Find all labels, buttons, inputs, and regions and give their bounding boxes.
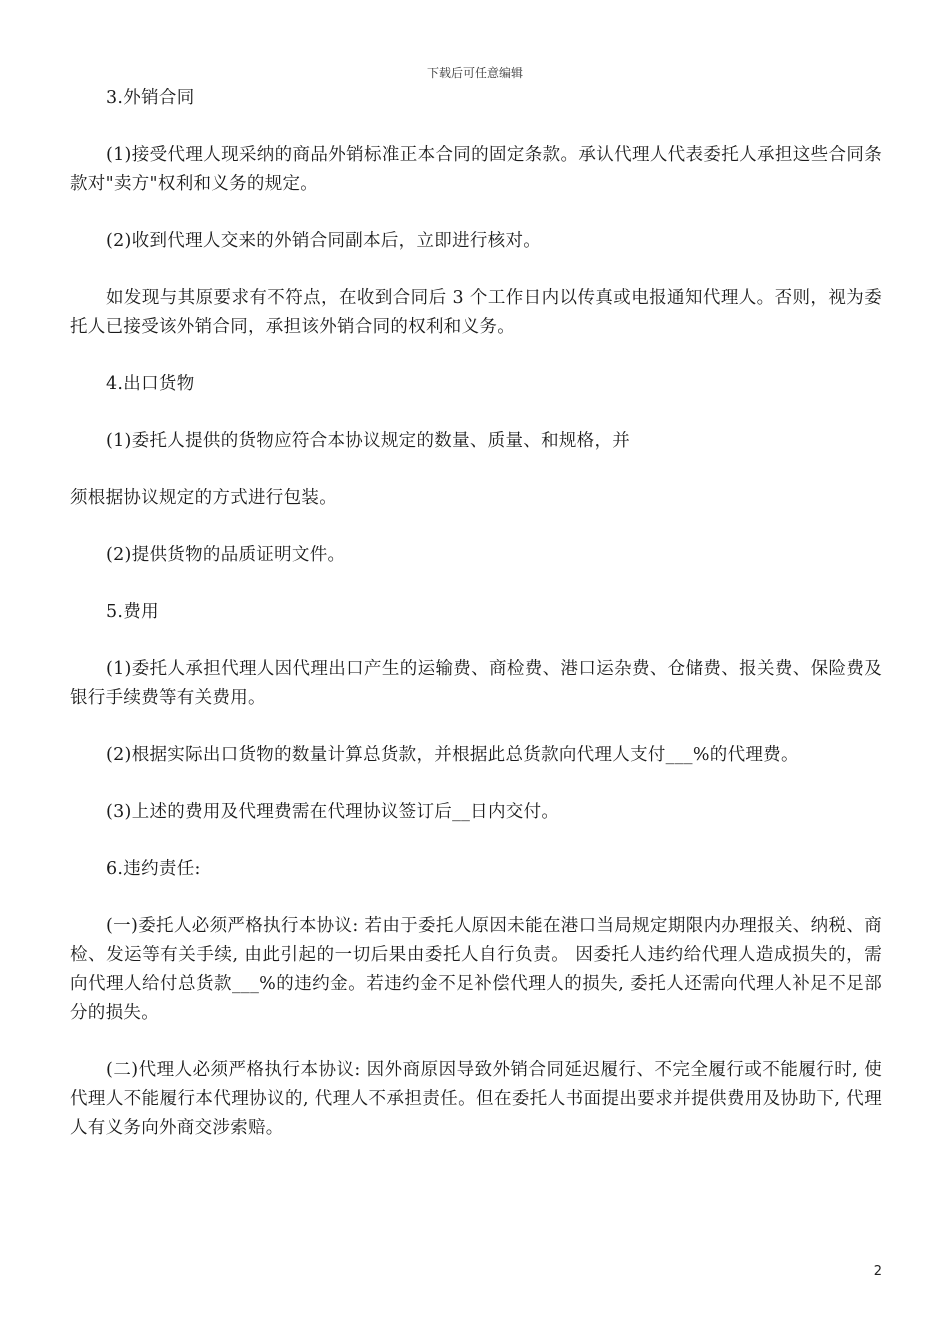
paragraph-4-2: (2)提供货物的品质证明文件。	[106, 545, 346, 565]
document-body	[70, 84, 882, 1171]
paragraph-5-1: (1)委托人承担代理人因代理出口产生的运输费、商检费、港口运杂费、仓储费、报关费、保险费及银行手续费等有关费用。	[70, 659, 882, 708]
section-heading-6: 6.违约责任:	[106, 859, 201, 879]
paragraph-3-2-note: 如发现与其原要求有不符点，在收到合同后 3 个工作日内以传真或电报通知代理人。否则，视为委托人已接受该外销合同，承担该外销合同的权利和义务。	[70, 288, 882, 337]
paragraph-5-3: (3)上述的费用及代理费需在代理协议签订后__日内交付。	[106, 802, 560, 822]
paragraph-3-1: (1)接受代理人现采纳的商品外销标准正本合同的固定条款。承认代理人代表委托人承担这些合同条款对"卖方"权利和义务的规定。	[70, 145, 882, 194]
paragraph-5-2: (2)根据实际出口货物的数量计算总货款，并根据此总货款向代理人支付___%的代理费。	[106, 745, 799, 765]
paragraph-3-2: (2)收到代理人交来的外销合同副本后，立即进行核对。	[106, 231, 542, 251]
section-heading-3: 3.外销合同	[106, 88, 195, 108]
section-heading-4: 4.出口货物	[106, 374, 195, 394]
section-heading-5: 5.费用	[106, 602, 159, 622]
paragraph-6-2: (二)代理人必须严格执行本协议: 因外商原因导致外销合同延迟履行、不完全履行或不能履行时, 使代理人不能履行本代理协议的, 代理人不承担责任。但在委托人书面提出要求并提供费用及协助下, 代理人有义务向外商交涉索赔。	[70, 1060, 882, 1138]
page-header: 下载后可任意编辑	[426, 66, 523, 80]
paragraph-6-1: (一)委托人必须严格执行本协议: 若由于委托人原因未能在港口当局规定期限内办理报关、纳税、商检、发运等有关手续, 由此引起的一切后果由委托人自行负责。 因委托人违约给代理人造成损失的，需向代理人给付总货款___%的违约金。若违约金不足补偿代理人的损失, 委托人还需向代理人补足不足部分的损失。	[70, 916, 882, 1023]
paragraph-4-1-cont: 须根据协议规定的方式进行包装。	[70, 488, 337, 508]
page-number: 2	[873, 1264, 882, 1279]
paragraph-4-1: (1)委托人提供的货物应符合本协议规定的数量、质量、和规格，并	[106, 431, 631, 451]
